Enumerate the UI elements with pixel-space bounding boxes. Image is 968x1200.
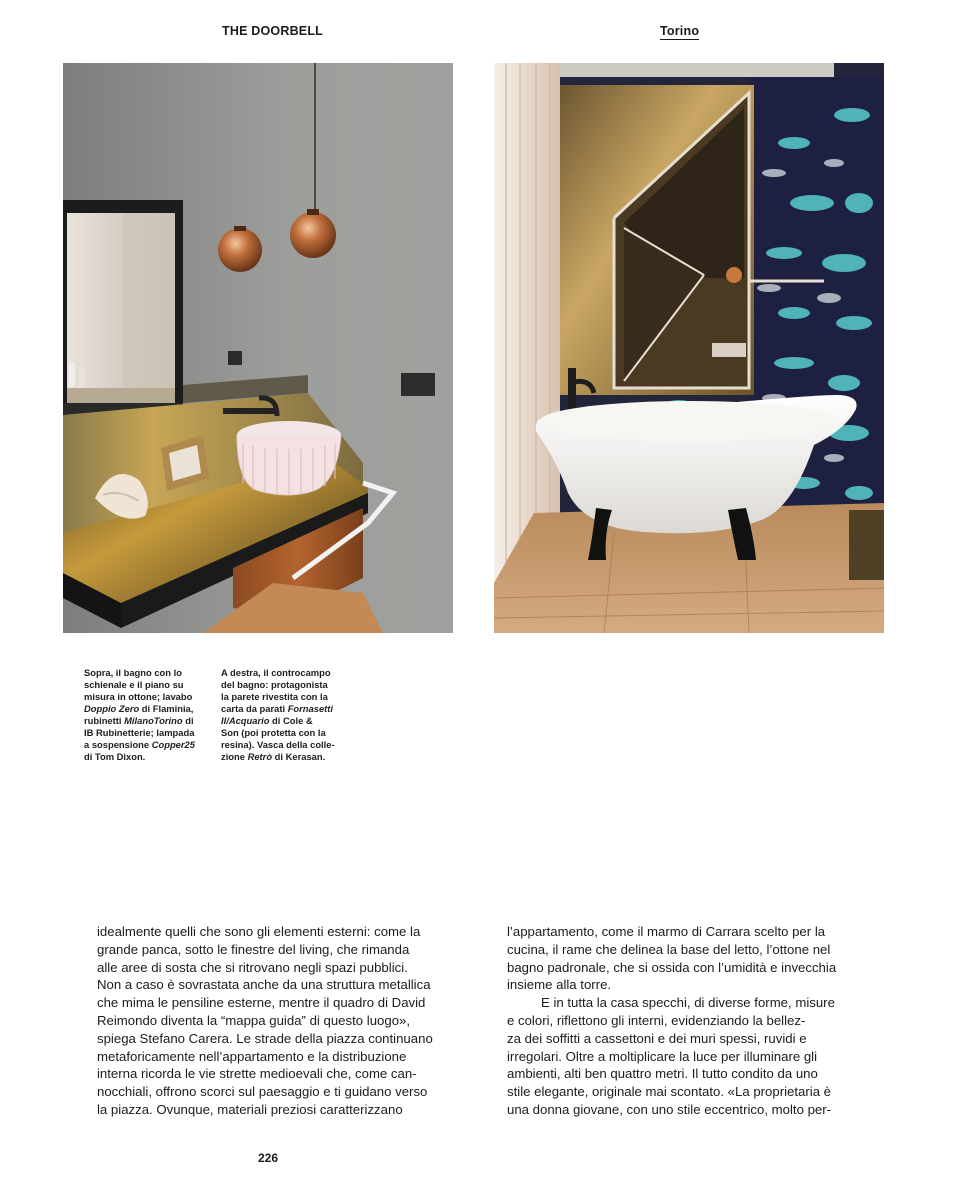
caption-line: rubinetti MilanoTorino di xyxy=(84,715,194,726)
section-title: Torino xyxy=(660,24,700,38)
body-line: nocchiali, offrono scorci sul paesaggio e ti guidano verso xyxy=(97,1084,428,1100)
caption-left xyxy=(84,667,206,763)
body-line: Non a caso è sovrastata anche da una struttura metallica xyxy=(97,977,431,993)
product-name: Doppio Zero xyxy=(84,703,140,714)
body-column-left xyxy=(97,923,433,1119)
caption-line: Doppio Zero di Flaminia, xyxy=(84,703,194,714)
caption-line: carta da parati Fornasetti xyxy=(221,703,334,714)
caption-line: schienale e il piano su xyxy=(84,679,184,690)
running-head: THE DOORBELL xyxy=(222,24,324,38)
product-name: MilanoTorino xyxy=(124,715,183,726)
caption-line: di Tom Dixon. xyxy=(84,751,146,762)
body-column-right xyxy=(507,923,836,1119)
body-line: Reimondo diventa la “mappa guida” di questo luogo», xyxy=(97,1012,411,1028)
caption-line: a sospensione Copper25 xyxy=(84,739,195,750)
body-line: spiega Stefano Carera. Le strade della piazza continuano xyxy=(97,1030,433,1046)
body-line: ambienti, alti ben quattro metri. Il tutto condito da uno xyxy=(507,1066,818,1082)
body-line: idealmente quelli che sono gli elementi esterni: come la xyxy=(97,924,421,939)
body-line: irregolari. Oltre a moltiplicare la luce per illuminare gli xyxy=(507,1048,818,1064)
caption-line: del bagno: protagonista xyxy=(221,679,328,690)
body-line: cucina, il rame che delinea la base del letto, l’ottone nel xyxy=(507,941,831,957)
caption-line: A destra, il controcampo xyxy=(221,667,331,678)
product-name: Retrò xyxy=(247,751,273,762)
body-line: metaforicamente nell’appartamento e la distribuzione xyxy=(97,1048,407,1064)
body-line: una donna giovane, con uno stile eccentrico, molto per- xyxy=(507,1101,832,1117)
caption-line: resina). Vasca della colle- xyxy=(221,739,335,750)
body-line: che mima le pensiline esterne, mentre il quadro di David xyxy=(97,995,426,1011)
caption-line: la parete rivestita con la xyxy=(221,691,328,702)
body-line: E in tutta la casa specchi, di diverse forme, misure xyxy=(541,995,835,1011)
product-name: Fornasetti xyxy=(287,703,334,714)
product-name: II/Acquario xyxy=(221,715,270,726)
caption-line: II/Acquario di Cole & xyxy=(221,715,313,726)
caption-line: zione Retrò di Kerasan. xyxy=(221,751,326,762)
body-line: l’appartamento, come il marmo di Carrara scelto per la xyxy=(507,924,826,939)
body-line: bagno padronale, che si ossida con l’umidità e invecchia xyxy=(507,959,837,975)
body-line: alle aree di sosta che si ritrovano negli spazi pubblici. xyxy=(97,959,408,975)
bathroom-bathtub-photo xyxy=(494,63,884,633)
body-line: interna ricorda le vie strette medioevali che, come can- xyxy=(97,1066,417,1082)
caption-line: misura in ottone; lavabo xyxy=(84,691,193,702)
bathroom-vanity-photo xyxy=(63,63,453,633)
caption-line: IB Rubinetterie; lampada xyxy=(84,727,195,738)
body-line: e colori, riflettono gli interni, evidenziando la bellez- xyxy=(507,1012,806,1028)
caption-line: Son (poi protetta con la xyxy=(221,727,326,738)
body-line: la piazza. Ovunque, materiali preziosi caratterizzano xyxy=(97,1101,403,1117)
body-line: insieme alla torre. xyxy=(507,977,612,993)
body-line: grande panca, sotto le finestre del living, che rimanda xyxy=(97,941,410,957)
body-line: za dei soffitti a cassettoni e dei muri spessi, ruvidi e xyxy=(507,1030,807,1046)
caption-right xyxy=(221,667,343,763)
page-number: 226 xyxy=(258,1151,279,1165)
product-name: Copper25 xyxy=(151,739,195,750)
caption-line: Sopra, il bagno con lo xyxy=(84,667,182,678)
body-line: stile elegante, originale mai scontato. «La proprietaria è xyxy=(507,1084,832,1100)
